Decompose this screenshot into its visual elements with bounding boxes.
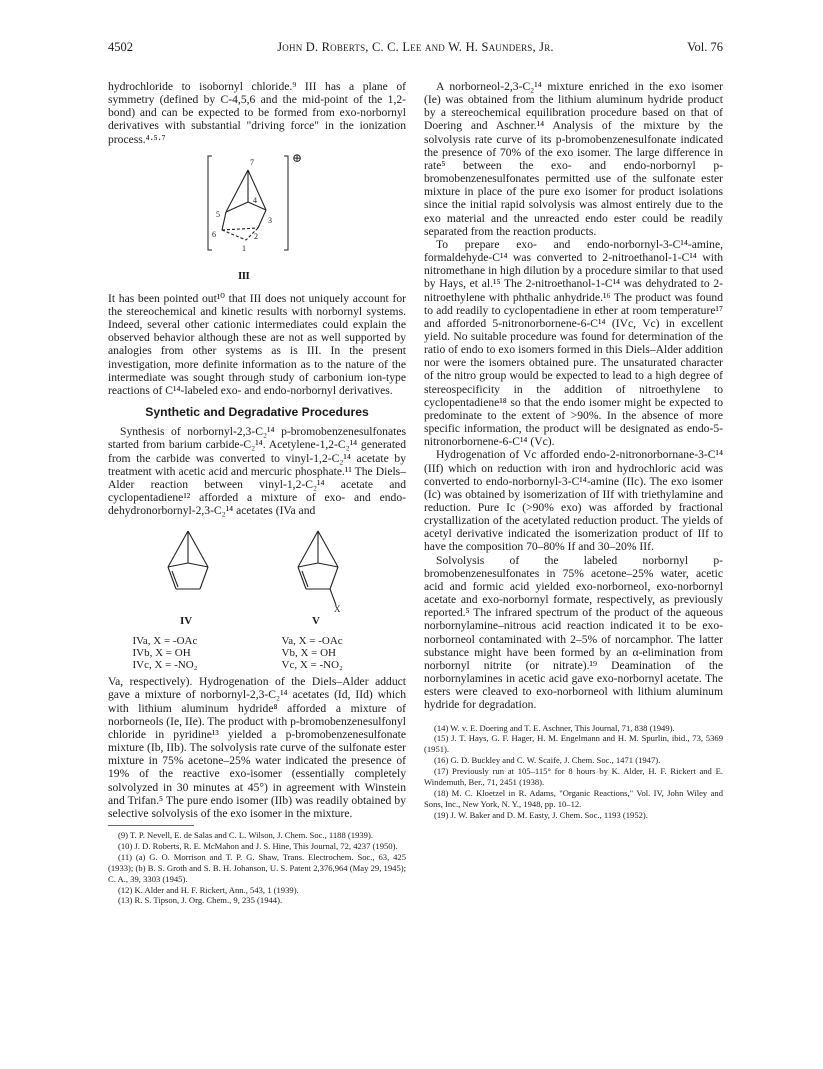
footnote: (13) R. S. Tipson, J. Org. Chem., 9, 235 (1944). <box>118 895 283 906</box>
structure-III-drawing <box>108 150 406 290</box>
right-paragraph-3: Hydrogenation of Vc afforded endo-2-nitronorbornane-3-C¹⁴ (IIf) which on reduction with iron and hydrochloric acid was converted to endo-norbornyl-3-C¹⁴-amine (IIc). The exo isomer (Ic) was obtained by isomerization of IIf with triethylamine and reduction. Pure Ic (>90% exo) was afforded by fractional crystallization of the acetylated reduction product. The yields of acetyl derivative indicated the isomerization product of IIf to have the composition 70–80% If and 30–20% IIf. <box>424 448 723 554</box>
structure-IV-label: IV <box>180 615 193 628</box>
footnote: (17) Previously run at 105–115° for 8 hours by K. Alder, H. F. Rickert and E. Windemuth, Ber., 71, 2451 (1938). <box>424 766 723 788</box>
footnote: (12) K. Alder and H. F. Rickert, Ann., 543, 1 (1939). <box>118 884 299 895</box>
label-c7: 7 <box>250 157 254 167</box>
right-paragraph-2: To prepare exo- and endo-norbornyl-3-C¹⁴-amine, formaldehyde-C¹⁴ was converted to 2-nitroethanol-1-C¹⁴ with nitromethane in high dilution by a procedure similar to that used by Hays, et al.¹⁵ The 2-nitroethanol-1-C¹⁴ was dehydrated to 2-nitroethylene with phthalic anhydride.¹⁶ The product was found to add readily to cyclopentadiene in ether at room temperature¹⁷ and afforded 5-nitronorbornene-6-C¹⁴ (IVc, Vc) in excellent yield. No suitable procedure was found for determination of the ratio of endo to exo isomers formed in this Diels–Alder addition nor were the isomers obtained pure. The unsaturated character of the nitro group would be expected to lead to a high degree of stereospecificity in the addition of nitroethylene to cyclopentadiene¹⁸ so that the endo isomer might be expected to predominate to the extent of >90%. In the absence of more specific information, the product will be designated as endo-5-nitronorbornene-6-C¹⁴ (Vc). <box>424 237 723 449</box>
label-c5: 5 <box>216 209 220 219</box>
cation-charge: ⊕ <box>292 150 303 165</box>
legend-line: Vb, X = OH <box>281 647 336 660</box>
footnote-rule <box>424 717 510 719</box>
footnote: (10) J. D. Roberts, R. E. McMahon and J. S. Hine, This Journal, 72, 4237 (1950). <box>118 840 398 851</box>
footnote: (14) W. v. E. Doering and T. E. Aschner, This Journal, 71, 838 (1949). <box>434 722 675 733</box>
left-paragraph-3: Synthesis of norbornyl-2,3-C₂¹⁴ p-bromobenzenesulfonates started from barium carbide-C₂¹⁴. Acetylene-1,2-C₂¹⁴ generated from the carbide was converted to vinyl-1,2-C₂¹⁴ acetate by treatment with acetic acid and mercuric phosphate.¹¹ The Diels–Alder reaction between vinyl-1,2-C₂¹⁴ acetate and cyclopentadiene¹² afforded a mixture of exo- and endo-dehydronorbornyl-2,3-C₂¹⁴ acetates (IVa and <box>108 425 406 518</box>
right-paragraph-4: Solvolysis of the labeled norbornyl p-bromobenzenesulfonates in 75% acetone–25% water, acetic acid and formic acid yielded exo-norborneol, exo-norbornyl acetate and exo-norbornyl formate, respectively, as previously reported.⁵ The infrared spectrum of the product of the aqueous norbornylamine–nitrous acid reaction indicated it to be exo-norborneol contaminated with 2–5% of norcamphor. The latter substance might have been formed by an α-elimination from norbornyl nitrite (or nitrate).¹⁹ Deamination of the norbornylamines in acetic acid gave exo-norbornyl acetate. The esters were cleaved to exo-norborneol with lithium aluminum hydride for degradation. <box>424 553 723 712</box>
header-volume: Vol. 76 <box>687 40 723 54</box>
structure-V-substituent: X <box>334 604 341 615</box>
right-paragraph-1: A norborneol-2,3-C₂¹⁴ mixture enriched in the exo isomer (Ie) was obtained from the lithium aluminum hydride product by a stereochemical equilibration procedure based on that of Doering and Aschner.¹⁴ Analysis of the mixture by the solvolysis rate curve of its p-bromobenzenesulfonate indicated the presence of 70% of the exo isomer. The large difference in rate⁵ between the exo- and endo-norbornyl p-bromobenzenesulfonates permitted use of the sulfonate ester mixture in place of the pure exo isomer for product isolations since the initial rapid solvolysis was almost entirely due to the exo material and the unreacted endo ester could be readily separated from the reaction products. <box>424 80 723 238</box>
legend-line: Vc, X = -NO₂ <box>281 659 343 672</box>
footnote-rule <box>108 825 194 826</box>
footnote: (15) J. T. Hays, G. F. Hager, H. M. Engelmann and H. M. Spurlin, ibid., 73, 5369 (1951). <box>424 733 723 755</box>
structure-legends <box>108 635 406 671</box>
structure-III-label: III <box>238 269 250 282</box>
left-footnotes <box>108 830 406 906</box>
left-paragraph-2: It has been pointed out¹⁰ that III does not uniquely account for the stereochemical and kinetic results with norbornyl systems. Indeed, several other cationic intermediates could explain the observed behavior although these are not as well supported by analogies from other systems as is III. In the present investigation, more definite information as to the nature of the intermediate was sought through study of carbonium ion-type reactions of C¹⁴-labeled exo- and endo-norbornyl derivatives. <box>108 291 406 397</box>
legend-line: IVc, X = -NO₂ <box>132 659 198 672</box>
structures-IV-V-figure <box>108 523 406 631</box>
structure-IV-legend <box>133 635 233 671</box>
footnote: (11) (a) G. O. Morrison and T. P. G. Shaw, Trans. Electrochem. Soc., 63, 425 (1933); (b) B. S. Groth and S. B. H. Johanson, U. S. Patent 2,376,964 (May 29, 1945); C. A., 39, 3303 (1945). <box>108 851 406 884</box>
legend-line: Va, X = -OAc <box>281 635 343 648</box>
right-footnotes <box>424 723 723 821</box>
structure-V-label: V <box>312 615 320 628</box>
structures-IV-V-drawing <box>108 523 406 631</box>
left-paragraph-4: Va, respectively). Hydrogenation of the Diels–Alder adduct gave a mixture of norbornyl-2,3-C₂¹⁴ acetates (Id, IId) which with lithium aluminum hydride⁸ afforded a mixture of norborneols (Ie, IIe). The product with p-bromobenzenesulfonyl chloride in pyridine¹³ yielded a p-bromobenzenesulfonate mixture (Ib, IIb). The solvolysis rate curve of the sulfonate ester mixture in 75% acetone–25% water indicated the presence of 19% of the reactive exo-isomer (essentially completely solvolyzed in 30 minutes at 45°) in agreement with Winstein and Trifan.⁵ The pure endo isomer (IIb) was readily obtained by selective solvolysis of the exo isomer in the mixture. <box>108 675 406 820</box>
label-c1: 1 <box>242 243 246 253</box>
header-authors: John D. Roberts, C. C. Lee and W. H. Saunders, Jr. <box>277 40 554 54</box>
page-number: 4502 <box>108 40 133 54</box>
label-c2: 2 <box>254 231 258 241</box>
structure-III-figure <box>108 150 406 290</box>
footnote: (16) G. D. Buckley and C. W. Scaife, J. Chem. Soc., 1471 (1947). <box>434 755 661 766</box>
section-heading: Synthetic and Degradative Procedures <box>145 405 369 420</box>
label-c4: 4 <box>253 195 257 205</box>
right-column <box>424 80 723 821</box>
left-paragraph-1: hydrochloride to isobornyl chloride.⁹ III has a plane of symmetry (defined by C-4,5,6 and the mid-point of the 1,2-bond) and can be expected to be formed from exo-norbornyl derivatives with substantial "driving force" in the ionization process.⁴·⁵·⁷ <box>108 80 406 146</box>
label-c3: 3 <box>268 215 272 225</box>
footnote: (19) J. W. Baker and D. M. Easty, J. Chem. Soc., 1193 (1952). <box>434 809 648 820</box>
structure-V-legend <box>282 635 382 671</box>
left-column <box>108 80 406 906</box>
running-header <box>108 40 723 56</box>
footnote: (9) T. P. Nevell, E. de Salas and C. L. Wilson, J. Chem. Soc., 1188 (1939). <box>118 830 373 840</box>
legend-line: IVa, X = -OAc <box>132 635 198 648</box>
legend-line: IVb, X = OH <box>132 647 191 660</box>
footnote: (18) M. C. Kloetzel in R. Adams, "Organic Reactions," Vol. IV, John Wiley and Sons, Inc., New York, N. Y., 1948, pp. 10–12. <box>424 787 723 809</box>
label-c6: 6 <box>212 229 216 239</box>
